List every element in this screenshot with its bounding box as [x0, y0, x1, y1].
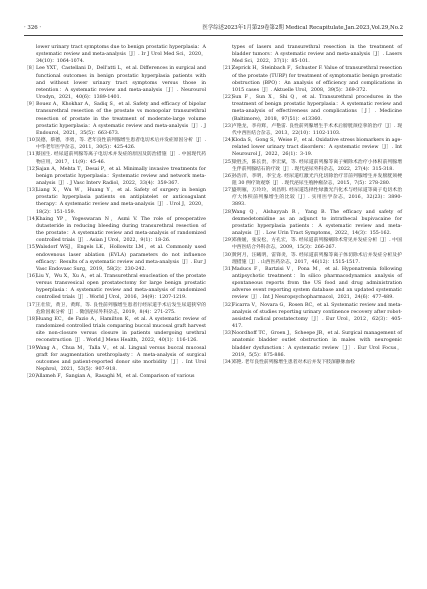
- reference-text: Bouez A，Khokhar A，Sadiq S，et al. Safety and efficacy of bipolar transurethral resection of the prostate vs monopolar transurethral resection of prostate in the treatment of moderate-large volume prostatic hyperplasia：A systematic review and meta-analysis［J］. J Endourol，2021，35(5)：663-673.: [36, 102, 206, 136]
- reference-text: 邓艳. 老年良性前列腺增生患者对术后并发下肢深静脉血栓: [232, 359, 355, 365]
- reference-text: Huang EC，de Fazio A，Hamilton K，et al. A systematic review of randomized controlled trials comparing buccal mucosal graft harvest site non-closure versus closure in patients undergoing urethral reconstruction［J］. World J Mens Health，2022，40(1)：116-126.: [36, 316, 206, 344]
- reference-number: ［34］: [220, 359, 236, 365]
- reference-number: ［19］: [24, 345, 40, 351]
- reference-number: ［15］: [24, 245, 40, 251]
- reference-entry: [24, 151, 206, 165]
- reference-entry: [220, 65, 402, 94]
- reference-entry: [220, 266, 402, 302]
- reference-text: Sajan A，Mehta T，Desai P，et al. Minimally invasive treatments for benign prostatic hyperplasia：Systematic review and network meta-analysis［J］. J Vasc Interv Radiol，2022，33(4)：359-367.: [36, 166, 206, 186]
- reference-number: ［9］: [24, 102, 37, 108]
- reference-entry: [220, 252, 402, 266]
- running-header: [24, 24, 403, 36]
- reference-number: ［32］: [220, 302, 236, 308]
- reference-text: Noordhoff TC，Groen J，Scheepe JR，et al. Surgical management of anatomic bladder outlet obstruction in males with neurogenic bladder dysfunction：A systematic review［J］. Eur Urol Focus，2019，5(5)：875-886.: [232, 331, 402, 358]
- reference-text: 黄阿月，汪曦明，雷锋炎，等. 经尿道前列腺等离子体切除术后并发症分析及护理措施［J］. 山西医药杂志，2017，46(12)：1515-1517.: [232, 252, 402, 265]
- reference-entry: [24, 137, 206, 151]
- reference-column-left: [24, 44, 206, 380]
- reference-text: Liu Y，Wu X，Xu A，et al. Transurethral enucleation of the prostate versus transvesical open prostatectomy for large benign prostatic hyperplasia：A systematic review and meta-analysis of randomized controlled trials［J］. World J Urol，2016，34(9)：1207-1219.: [36, 274, 206, 301]
- reference-number: ［20］: [24, 374, 40, 380]
- reference-entry: [220, 123, 402, 137]
- reference-text: Wang A，Chua M，Talla V，et al. Lingual versus buccal mucosal graft for augmentation urethroplasty：A meta-analysis of surgical outcomes and patient-reported donor site morbidity［J］. Int Urol Nephrol，2021，53(5)：907-918.: [36, 345, 206, 373]
- reference-number: ［29］: [220, 238, 236, 244]
- reference-list-right: [220, 65, 402, 366]
- reference-entry: [24, 273, 206, 302]
- reference-number: ［12］: [24, 166, 40, 172]
- reference-number: ［25］: [220, 159, 236, 165]
- reference-text: Lee YXT，Castellani D，Dell'atti L，et al. Differences in surgical and functional outcomes in benign prostatic hyperplasia patients with and without lower urinary tract symptoms versus those in retention：A systematic review and meta-analysis［J］. Neurourol Urodyn，2021，40(6)：1389-1401.: [36, 66, 206, 101]
- reference-number: ［30］: [220, 252, 236, 258]
- reference-entry: [220, 137, 402, 158]
- reference-text: Wang Q，Alshayyah R，Yang B. The efficacy and safety of dexmedetomidine as an adjunct to intrathecal bupivacaine for prostatic hyperplasia patients：A systematic review and meta-analysis［J］. Low Urin Tract Symptoms，2022，14(3)：155-162.: [232, 209, 402, 237]
- reference-number: ［18］: [24, 316, 40, 322]
- reference-text: Kloda S，Gong S，Weise F，et al. Oxidative stress biomarkers in age-related lower urinary tract disorders：A systematic review［J］. Int Neurourol J，2022，26(1)：3-19.: [232, 138, 402, 158]
- reference-number: ［22］: [220, 95, 236, 101]
- reference-entry: [24, 302, 206, 316]
- reference-entry: [220, 302, 402, 331]
- reference-entry: [220, 159, 402, 173]
- reference-text: 梁胜杰，陈长贵，李宏斌，等. 经尿道前列腺等离子剜除术治疗小体积前列腺增生伴前列腺结石的疗效［J］. 现代泌尿外科杂志，2022，27(4)：315-318.: [232, 159, 402, 172]
- reference-entry: [24, 166, 206, 187]
- page-number: · 326 ·: [24, 25, 42, 31]
- reference-text: Khaing YP，Yogeswaran N，Asmi V. The role of preoperative dutasteride in reducing bleeding during transurethral resection of the prostate：A systematic review and meta-analysis of randomized controlled trials［J］. Asian J Urol，2022，9(1)：18-26.: [36, 216, 206, 244]
- reference-entry: [220, 330, 402, 359]
- reference-number: ［23］: [220, 123, 236, 129]
- reference-text: Maducs F，Bartzisi V，Pona M，et al. Hyponatremia following antipsychotic treatment：In silico pharmacodynamics analysis of spontaneous reports from the US food and drug administration adverse event reporting system database and an updated systematic review［J］. Int J Neuropsychopharmacol，2021，24(6)：477-489.: [232, 266, 402, 301]
- reference-number: ［27］: [220, 188, 236, 194]
- reference-number: ［33］: [220, 331, 236, 337]
- reference-text: Ficarra V，Novara G，Rosen RC，et al. Systematic review and meta-analysis of studies reporting urinary continence recovery after robot-assisted radical prostatectomy［J］. Eur Urol，2012，62(3)：405-417.: [232, 302, 402, 330]
- reference-number: ［16］: [24, 274, 40, 279]
- reference-entry: [24, 216, 206, 245]
- reference-number: ［28］: [220, 209, 236, 215]
- reference-text: 吴德，蔡德，李勇，等. 老年良性前列腺增生患者电切术后并发症原因分析［J］. 中华老年医学杂志，2011，30(5)：425-426.: [36, 138, 206, 151]
- reference-text: 王壮钦，黄卫，黄辉，等. 良性前列腺增生患者行经尿道手术后发生尿道狭窄的危险因素分析［J］. 微创泌尿外科杂志，2019，8(4)：271-275.: [36, 302, 206, 315]
- reference-continuation: lower urinary tract symptoms due to benign prostatic hyperplasia：A systematic review and meta-analysis［J］. Ir J Urol Med Sci，2020，34(10)：1064-1074.: [36, 45, 206, 65]
- reference-column-right: [220, 44, 402, 366]
- reference-number: ［26］: [220, 173, 236, 179]
- reference-text: 蔡国生. 经尿道前列腺等离子电切术并发症的原因及防治措施［J］. 中国现代药物应用，2017，11(9)：45-46.: [36, 152, 206, 165]
- reference-number: ［21］: [220, 66, 236, 72]
- reference-entry: [24, 244, 206, 273]
- reference-continuation: types of lasers and transurethral resection in the treatment of bladder tumors：A systematic review and meta-analysis［J］. Lasers Med Sci，2022，37(1)：85-101.: [232, 45, 402, 65]
- journal-citation-header: 医学综述2023年1月第29卷第2期 Medical Recapitulate,Jan.2023,Vol.29,No.2: [202, 25, 403, 31]
- reference-text: Liang X，Wu W，Huang Y，et al. Safety of surgery in benign prostatic hyperplasia patients on antiplatelet or anticoagulant therapy：A systematic review and meta-analysis［J］. Urol J，2020，18(2)：151-159.: [36, 188, 206, 215]
- reference-number: ［11］: [24, 152, 40, 158]
- reference-entry: [24, 373, 206, 380]
- reference-entry: [220, 187, 402, 208]
- reference-entry: [220, 209, 402, 238]
- reference-text: 邓俊媛，张安松，方孔宏，等. 经尿道前列腺剜除术常见并发症分析［J］. 中国中西医结合外科杂志，2009，15(3)：266-267.: [232, 238, 402, 251]
- reference-text: 卢艳龙，李舟辉，卢艳雷. 良性前列腺增生手术术后膀胱颈痉挛的治疗［J］. 现代中西医结合杂志，2013，22(10)：1102-1103.: [232, 123, 402, 136]
- reference-entry: [24, 187, 206, 216]
- reference-text: 孙浩洋，李明，李宝龙. 经尿道红激光汽化切除治疗非前列腺增生并发膀胱颈梗阻 30 例疗效观察［J］. 现代泌尿生殖肿瘤杂志，2015，7(5)：278-280.: [232, 173, 402, 186]
- reference-entry: [24, 101, 206, 137]
- reference-entry: [24, 316, 206, 345]
- reference-entry: [220, 94, 402, 123]
- reference-number: ［10］: [24, 138, 40, 144]
- reference-text: Walsdorf WSJ，Engels LK，Hollowitz LM，et al. Commonly used endovenous laser ablation (EVLA) parameters do not influence efficacy：Results of a systematic review and meta-analysis［J］. Eur J Vasc Endovasc Surg，2019，58(2)：230-242.: [36, 245, 206, 272]
- reference-entry: [220, 359, 402, 366]
- reference-entry: [220, 173, 402, 187]
- reference-number: ［24］: [220, 138, 236, 144]
- reference-entry: [220, 237, 402, 251]
- reference-number: ［31］: [220, 266, 236, 272]
- reference-number: ［13］: [24, 188, 40, 194]
- reference-text: Sun F，Sun X，Shi Q，et al. Transurethral procedures in the treatment of benign prostatic hyperplasia：A systematic review and meta-analysis of effectiveness and complications［J］. Medicine (Baltimore)，2018，97(51)：e13360.: [232, 95, 402, 122]
- reference-entry: [24, 345, 206, 374]
- reference-number: ［17］: [24, 302, 40, 308]
- reference-entry: [24, 65, 206, 101]
- reference-text: Allameh F，Sangian A，Rasaghi M，et al. Comparison of various: [36, 374, 195, 380]
- reference-number: ［8］: [24, 66, 37, 72]
- reference-text: Zeprick H，Steinbach F，Schuster F. Value of transurethral resection of the prostate (TURP) for treatment of symptomatic benign prostatic obstruction (BPO)：An analysis of efficiency and complications in 1015 cases［J］. Aktuelle Urol，2008，39(5)：369-372.: [232, 66, 402, 93]
- reference-list-left: [24, 65, 206, 380]
- reference-text: 盛明雁，万玲玲，刘昌明. 经尿道选择性绿激光汽化术与经尿道等离子电切术治疗大体积前列腺增生的比较［J］. 实用医学杂志，2016，32(23)：3890-3893.: [232, 188, 402, 208]
- reference-number: ［14］: [24, 216, 40, 222]
